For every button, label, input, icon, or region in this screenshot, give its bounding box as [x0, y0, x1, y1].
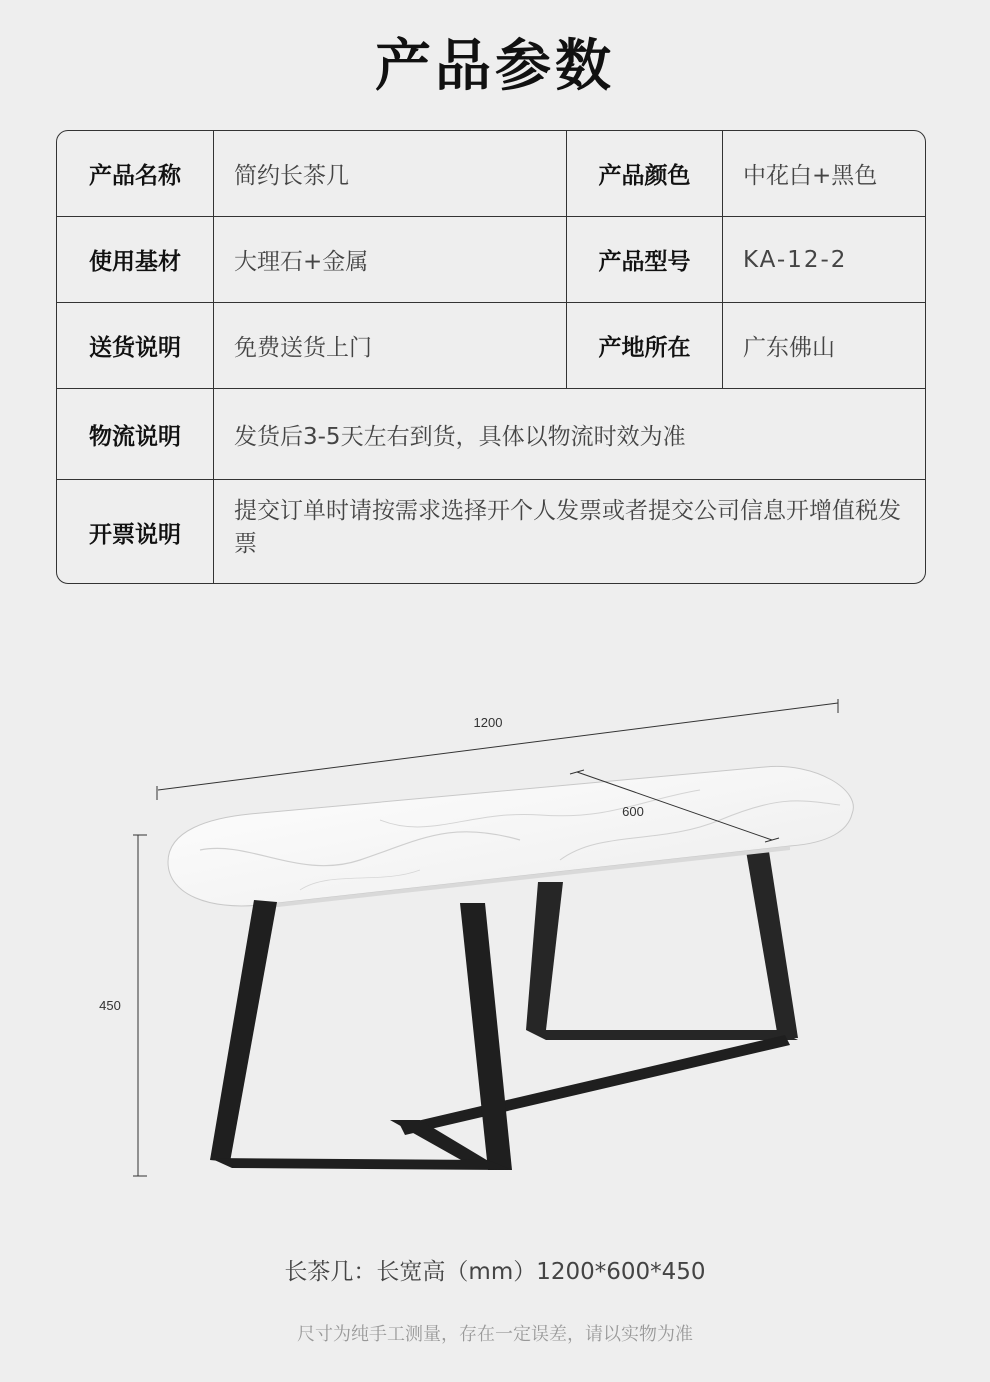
height-dimension — [99, 835, 147, 1176]
spec-table — [56, 130, 926, 584]
value-model: KA-12-2 — [722, 217, 926, 302]
label-logistics: 物流说明 — [89, 423, 181, 450]
table-row — [57, 303, 925, 389]
label-material: 使用基材 — [89, 249, 181, 275]
coffee-table-diagram — [0, 640, 990, 1240]
label-origin: 产地所在 — [566, 303, 722, 388]
value-logistics: 发货后3-5天左右到货，具体以物流时效为准 — [213, 389, 926, 479]
table-row — [57, 131, 925, 217]
value-material: 大理石+金属 — [213, 217, 566, 302]
front-leg — [210, 900, 512, 1170]
value-invoice: 提交订单时请按需求选择开个人发票或者提交公司信息开增值税发票 — [213, 480, 926, 584]
table-row — [57, 217, 925, 303]
tabletop — [168, 766, 853, 909]
table-row — [57, 480, 925, 584]
size-caption: 长茶几：长宽高（mm）1200*600*450 — [284, 1259, 706, 1285]
label-invoice: 开票说明 — [89, 522, 181, 548]
length-label: 1200 — [473, 715, 503, 730]
cross-bar — [390, 1035, 790, 1165]
value-delivery: 免费送货上门 — [213, 303, 566, 388]
label-product-name: 产品名称 — [89, 163, 181, 189]
label-model: 产品型号 — [566, 217, 722, 302]
measurement-note: 尺寸为纯手工测量，存在一定误差，请以实物为准 — [297, 1324, 693, 1345]
label-product-color: 产品颜色 — [566, 131, 722, 216]
page-title: 产品参数 — [375, 34, 615, 99]
height-label: 450 — [99, 998, 121, 1013]
value-product-color: 中花白+黑色 — [722, 131, 926, 216]
width-label: 600 — [622, 804, 644, 819]
value-origin: 广东佛山 — [722, 303, 926, 388]
value-product-name: 简约长茶几 — [213, 131, 566, 216]
label-delivery: 送货说明 — [89, 335, 181, 361]
table-row — [57, 389, 925, 480]
